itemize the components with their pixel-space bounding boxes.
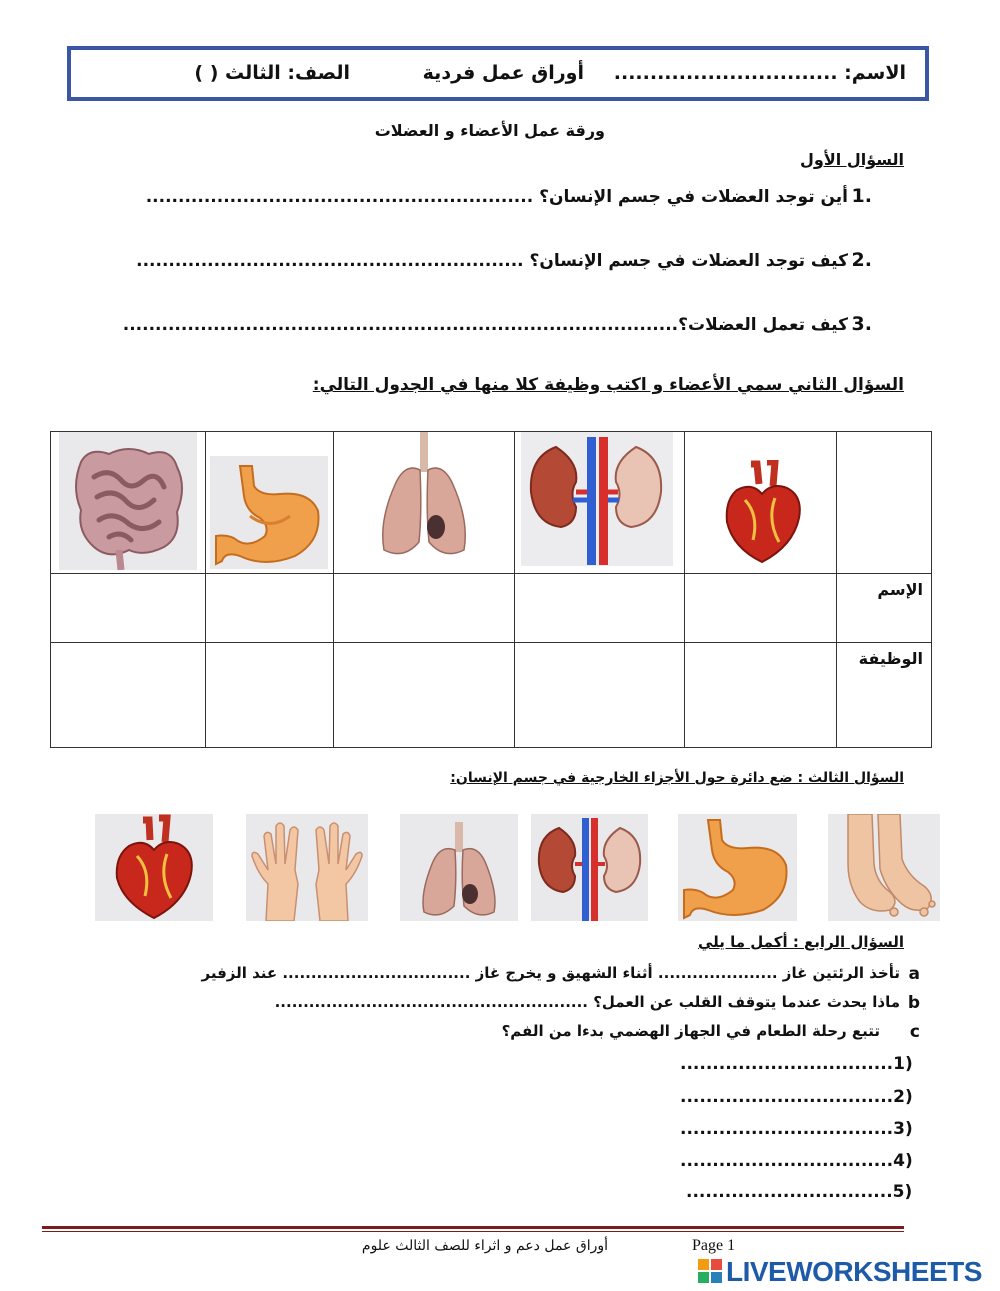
step-3-line[interactable]: ................................. [680, 1119, 894, 1139]
q1-item-3-number: 3. [851, 313, 872, 335]
step-1-line[interactable]: ................................. [680, 1054, 894, 1074]
q3-stomach-image[interactable] [678, 814, 797, 921]
q4-a-text[interactable]: تأخذ الرئتين غاز ..................... أثناء الشهيق و يخرج غاز ................................. عند الزفير [201, 964, 900, 982]
step-2-line[interactable]: ................................. [680, 1087, 894, 1107]
liveworksheets-logo-icon [698, 1259, 722, 1283]
organ-cell-kidneys [515, 432, 685, 574]
q3-feet-image[interactable] [828, 814, 940, 921]
stomach-icon [210, 456, 328, 569]
q1-item-1-text[interactable]: أين توجد العضلات في جسم الإنسان؟ ............................................................ [145, 187, 848, 207]
name-answer-cell-1[interactable] [51, 574, 206, 643]
step-4-line[interactable]: ................................. [680, 1151, 894, 1171]
row-label-function: الوظيفة [837, 643, 932, 748]
q1-item-1-number: 1. [851, 185, 872, 207]
grade-label: الصف: الثالث ( ) [194, 62, 350, 84]
organ-cell-lungs [334, 432, 515, 574]
lungs-icon [400, 814, 518, 921]
footer-rule [42, 1226, 904, 1229]
step-5-line[interactable]: ................................ [686, 1182, 893, 1202]
q3-hands-image[interactable] [246, 814, 368, 921]
step-5-number: 5) [892, 1182, 913, 1202]
function-answer-cell-4[interactable] [515, 643, 685, 748]
organs-table [50, 431, 932, 748]
name-answer-cell-3[interactable] [334, 574, 515, 643]
q1-item-2-number: 2. [851, 249, 872, 271]
q3-heading: السؤال الثالث : ضع دائرة حول الأجزاء الخارجية في جسم الإنسان: [450, 770, 904, 786]
step-3[interactable] [680, 1119, 913, 1139]
q3-heart-image[interactable] [95, 814, 213, 921]
step-3-number: 3) [893, 1119, 913, 1139]
hands-icon [246, 814, 368, 921]
step-2-number: 2) [893, 1087, 913, 1107]
q4-b-letter: b [907, 993, 920, 1013]
q4-heading: السؤال الرابع : أكمل ما يلي [698, 933, 904, 951]
name-answer-cell-4[interactable] [515, 574, 685, 643]
q1-heading: السؤال الأول [800, 150, 904, 169]
function-answer-cell-5[interactable] [685, 643, 837, 748]
q1-item-2-text[interactable]: كيف توجد العضلات في جسم الإنسان؟ ............................................................ [136, 251, 848, 271]
heart-icon [95, 814, 213, 921]
organ-cell-stomach [206, 432, 334, 574]
name-answer-cell-5[interactable] [685, 574, 837, 643]
kidneys-icon [531, 814, 648, 921]
row-label-name: الإسم [837, 574, 932, 643]
q3-lungs-image[interactable] [400, 814, 518, 921]
student-name-line[interactable]: الاسم: ............................... [613, 62, 906, 84]
q4-a-letter: a [908, 964, 920, 984]
page-number: Page 1 [692, 1237, 736, 1254]
q3-kidneys-image[interactable] [531, 814, 648, 921]
kidneys-icon [521, 432, 673, 566]
lungs-icon [374, 432, 474, 562]
name-answer-cell-2[interactable] [206, 574, 334, 643]
organ-cell-heart [685, 432, 837, 574]
q4-c-letter: c [909, 1022, 920, 1042]
step-2[interactable] [680, 1087, 913, 1107]
q2-heading: السؤال الثاني سمي الأعضاء و اكتب وظيفة كلا منها في الجدول التالي: [312, 375, 904, 395]
q4-c-text: تتبع رحلة الطعام في الجهاز الهضمي بدءا من الفم؟ [501, 1022, 880, 1040]
function-answer-cell-3[interactable] [334, 643, 515, 748]
worksheet-type-label: أوراق عمل فردية [422, 62, 584, 84]
function-answer-cell-2[interactable] [206, 643, 334, 748]
step-4-number: 4) [893, 1151, 913, 1171]
function-answer-cell-1[interactable] [51, 643, 206, 748]
step-5[interactable] [686, 1182, 912, 1202]
intestines-icon [59, 432, 197, 570]
liveworksheets-brand[interactable]: LIVEWORKSHEETS [726, 1256, 982, 1287]
stomach-icon [678, 814, 797, 921]
heart-icon [717, 460, 807, 564]
feet-icon [828, 814, 940, 921]
step-1-number: 1) [893, 1054, 913, 1074]
q4-b-text[interactable]: ماذا يحدث عندما يتوقف القلب عن العمل؟ ....................................................... [274, 993, 900, 1011]
worksheet-title: ورقة عمل الأعضاء و العضلات [374, 121, 605, 140]
footer-rule-thin [42, 1231, 904, 1232]
organ-cell-empty [837, 432, 932, 574]
footer-text: أوراق عمل دعم و اثراء للصف الثالث علوم [361, 1238, 608, 1254]
step-1[interactable] [680, 1054, 913, 1074]
organ-cell-intestines [51, 432, 206, 574]
step-4[interactable] [680, 1151, 913, 1171]
q1-item-3-text[interactable]: كيف تعمل العضلات؟...................................................................................... [122, 315, 848, 335]
